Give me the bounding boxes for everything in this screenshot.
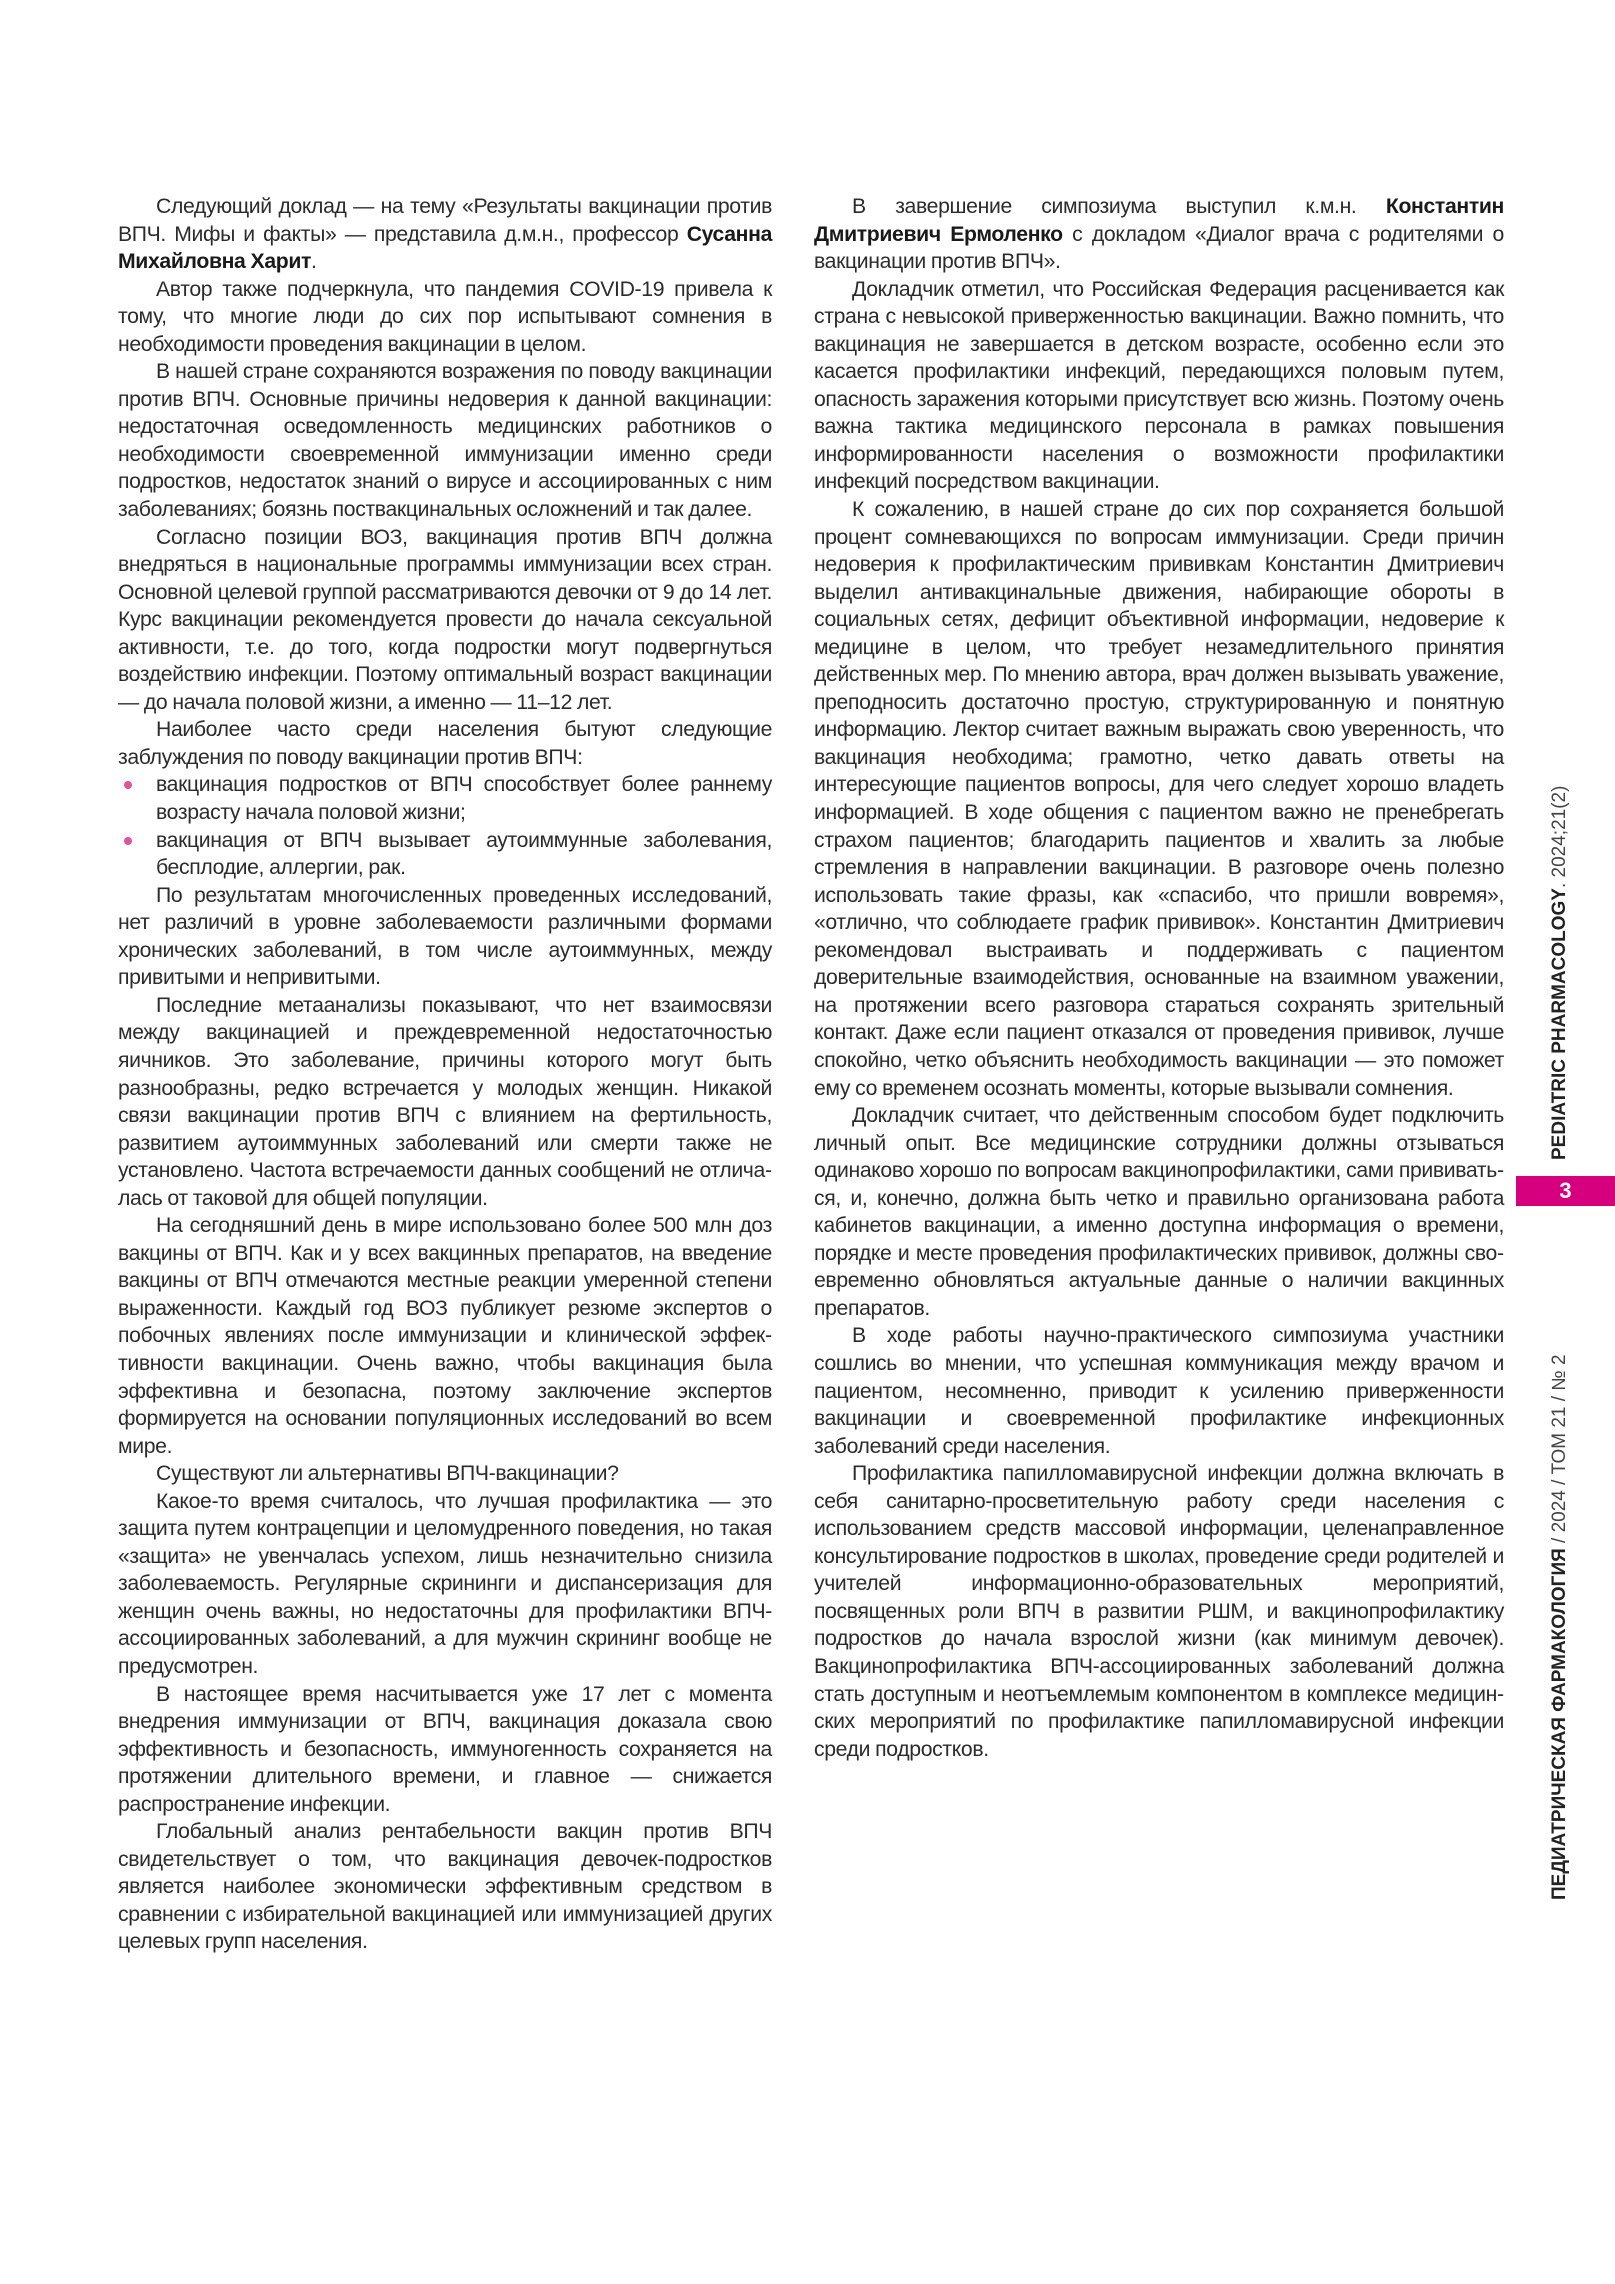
- paragraph: Последние метаанализы показывают, что нет взаимосвязи между вакцинацией и преждевременной недостаточностью яичников. Это заболевание, причины которого могут быть разнообразны, редко встречается у молодых женщин. Никакой связи вакцинации против ВПЧ с влиянием на фертильность, развитием аутоиммунных заболеваний или смерти также не установлено. Частота встречаемости данных сообщений не отличалась от таковой для общей популяции.: [118, 993, 772, 1210]
- running-head-english: [1542, 760, 1578, 1160]
- left-column: [118, 193, 772, 1956]
- paragraph: В настоящее время насчитывается уже 17 лет с момента внедрения иммунизации от ВПЧ, вакцинация доказала свою эффективность и безопасность, иммуногенность сохраняется на протяжении длительного времени, и главное — снижается распространение инфекции.: [118, 1682, 772, 1816]
- misconceptions-list: [118, 771, 772, 881]
- paragraph: Наиболее часто среди населения бытуют следующие заблуждения по поводу вакцинации против ВПЧ:: [118, 718, 772, 769]
- paragraph: В завершение симпозиума выступил к.м.н. Константин Дмитриевич Ермоленко с докладом «Диалог врача с родителями о вакцинации против ВПЧ».: [814, 195, 1504, 274]
- journal-title-ru: ПЕДИАТРИЧЕСКАЯ ФАРМАКОЛОГИЯ: [1549, 1548, 1570, 1900]
- list-item: вакцинация от ВПЧ вызывает аутоиммунные заболевания, бесплодие, аллергии, рак.: [118, 827, 772, 882]
- right-column: [814, 193, 1504, 1763]
- bullet-icon: [124, 837, 132, 845]
- paragraph: По результатам многочисленных проведенных исследований, нет различий в уровне заболеваемости различными формами хронических заболеваний, в том числе аутоиммунных, между привитыми и непривитыми.: [118, 883, 772, 990]
- paragraph: На сегодняшний день в мире использовано более 500 млн доз вакцины от ВПЧ. Как и у всех вакцинных препаратов, на введение вакцины от ВПЧ отмечаются местные реакции умеренной степени выраженности. Каждый год ВОЗ публикует резюме экспертов о побочных явлениях после иммунизации и клинической эффективности вакцинации. Очень важно, чтобы вакцинация была эффективна и безопасна, поэтому заключение экспертов формируется на основании популяционных исследований во всем мире.: [118, 1214, 772, 1458]
- paragraph: В ходе работы научно-практического симпозиума участники сошлись во мнении, что успешная коммуникация между врачом и пациентом, несомненно, приводит к усилению приверженности вакцинации и своевременной профилактике инфекционных заболеваний среди населения.: [814, 1324, 1504, 1458]
- paragraph: Докладчик отметил, что Российская Федерация расценивается как страна с невысокой приверженностью вакцинации. Важно помнить, что вакцинация не завершается в детском возрасте, особенно если это касается профилактики инфекций, передающихся половым путем, опасность заражения которыми присутствует всю жизнь. Поэтому очень важна тактика медицинского персонала в рамках повышения информированности населения о возможности профилактики инфекций посредством вакцинации.: [814, 277, 1504, 494]
- paragraph: Автор также подчеркнула, что пандемия COVID-19 привела к тому, что многие люди до сих пор испытывают сомнения в необходимости проведения вакцинации в целом.: [118, 277, 772, 356]
- bullet-icon: [124, 781, 132, 789]
- paragraph: Согласно позиции ВОЗ, вакцинация против ВПЧ должна внедряться в национальные программы иммунизации всех стран. Основной целевой группой рассматриваются девочки от 9 до 14 лет. Курс вакцинации рекомендуется провести до начала сексуальной активности, т.е. до того, когда подростки могут подвергнуться воздействию инфекции. Поэтому оптимальный возраст вакцинации — до начала половой жизни, а именно — 11–12 лет.: [118, 525, 772, 714]
- running-head-russian: [1542, 1230, 1578, 1900]
- paragraph: Следующий доклад — на тему «Результаты вакцинации против ВПЧ. Мифы и факты» — представила д.м.н., профессор Сусанна Михайловна Харит.: [118, 195, 772, 274]
- paragraph: К сожалению, в нашей стране до сих пор сохраняется большой процент сомневающихся по вопросам иммунизации. Среди причин недоверия к профилактическим прививкам Константин Дмитриевич выделил антивакцинальные движения, набирающие обороты в социальных сетях, дефицит объективной информации, недоверие к медицине в целом, что требует незамедлительного принятия действенных мер. По мнению автора, врач должен вызывать уважение, преподносить достаточно простую, структурированную и понятную информацию. Лектор считает важным выражать свою уверенность, что вакцинация необходима; грамотно, четко давать ответы на интересующие пациентов вопросы, для чего следует хорошо владеть информацией. В ходе общения с пациентом важно не пренебрегать страхом пациентов; благодарить пациентов и хвалить за любые стремления в направлении вакцинации. В разговоре очень полезно использовать такие фразы, как «спасибо, что пришли вовремя», «отлично, что соблюдаете график прививок». Константин Дмитриевич рекомендовал выстраивать и поддерживать с пациентом доверительные взаимодействия, основанные на взаимном уважении, на протяжении всего разговора стараться сохранять зрительный контакт. Даже если пациент отказался от проведения прививок, лучше спокойно, четко объяснить необходимость вакцинации — это поможет ему со временем осознать моменты, которые вызывали сомнения.: [814, 498, 1504, 1100]
- paragraph: Существуют ли альтернативы ВПЧ-вакцинации?: [156, 1462, 619, 1486]
- speaker-name: Сусанна Михайловна Харит: [118, 222, 772, 274]
- citation-en: . 2024;21(2): [1549, 785, 1570, 889]
- paragraph: Докладчик считает, что действенным способом будет подключить личный опыт. Все медицинские сотрудники должны отзываться одинаково хорошо по вопросам вакцинопрофилактики, сами прививаться, и, конечно, должна быть четко и правильно организована работа кабинетов вакцинации, а именно доступна информация о времени, порядке и месте проведения профилактических прививок, должны своевременно обновляться актуальные данные о наличии вакцинных препаратов.: [814, 1104, 1504, 1320]
- paragraph: Профилактика папилломавирусной инфекции должна включать в себя санитарно-просветительную работу среди населения с использованием средств массовой информации, целенаправленное консультирование подростков в школах, проведение среди родителей и учителей информационно-образовательных мероприятий, посвященных роли ВПЧ в развитии РШМ, и вакцинопрофилактику подростков до начала взрослой жизни (как минимум девочек). Вакцинопрофилактика ВПЧ-ассоциированных заболеваний должна стать доступным и неотъемлемым компонентом в комплексе медицинских мероприятий по профилактике папилломавирусной инфекции среди подростков.: [814, 1462, 1504, 1761]
- page-number: 3: [1516, 1176, 1615, 1206]
- paragraph: Глобальный анализ рентабельности вакцин против ВПЧ свидетельствует о том, что вакцинация девочек-подростков является наиболее экономически эффективным средством в сравнении с избирательной вакцинацией или иммунизацией других целевых групп населения.: [118, 1820, 772, 1954]
- list-item: вакцинация подростков от ВПЧ способствует более раннему возрасту начала половой жизни;: [118, 771, 772, 826]
- paragraph: Какое-то время считалось, что лучшая профилактика — это защита путем контрацепции и целомудренного поведения, но такая «защита» не увенчалась успехом, лишь незначительно снизила заболеваемость. Регулярные скрининги и диспансеризация для женщин очень важны, но недостаточны для профилактики ВПЧ-ассоциированных заболеваний, а для мужчин скрининг вообще не предусмотрен.: [118, 1489, 772, 1678]
- issue-ru: / 2024 / ТОМ 21 / № 2: [1549, 1354, 1570, 1549]
- journal-title-en: PEDIATRIC PHARMACOLOGY: [1549, 888, 1570, 1160]
- speaker-name: Константин Дмитриевич Ермоленко: [814, 195, 1504, 246]
- paragraph: В нашей стране сохраняются возражения по поводу вакцинации против ВПЧ. Основные причины недоверия к данной вакцинации: недостаточная осведомленность медицинских работников о необходимости своевременной иммунизации именно среди подростков, недостаток знаний о вирусе и ассоциированных с ним заболеваниях; боязнь поствакцинальных осложнений и так далее.: [118, 360, 772, 522]
